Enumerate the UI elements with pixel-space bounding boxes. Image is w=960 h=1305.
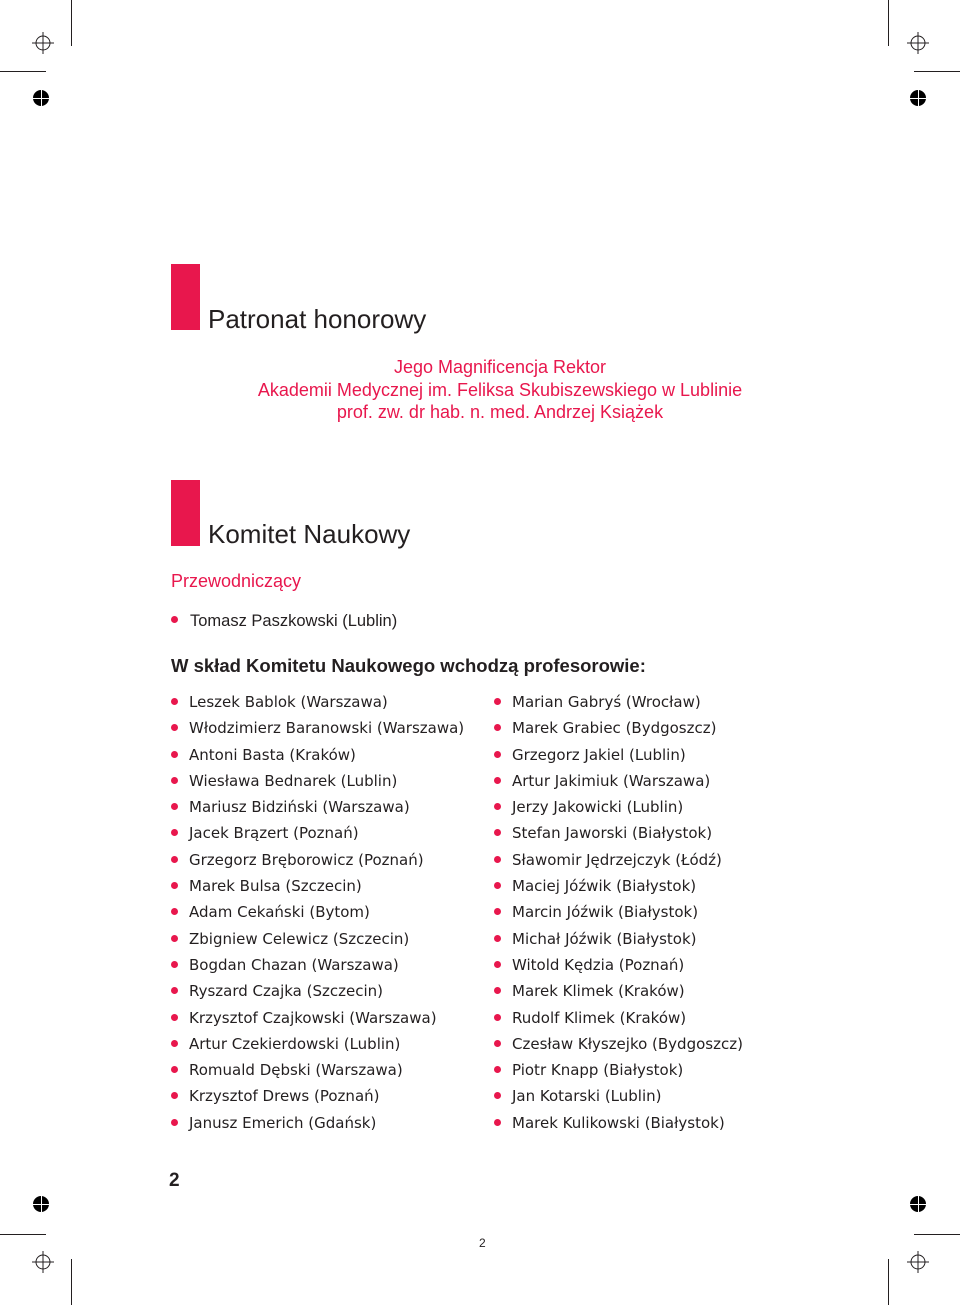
member-name: Marek Klimek (Kraków) — [512, 982, 685, 1001]
member-name: Piotr Knapp (Białystok) — [512, 1061, 684, 1080]
list-item — [171, 982, 464, 1008]
member-name: Maciej Jóźwik (Białystok) — [512, 877, 697, 896]
member-name: Ryszard Czajka (Szczecin) — [189, 982, 384, 1001]
list-item — [171, 1087, 464, 1113]
bullet-icon — [171, 908, 178, 915]
bullet-icon — [494, 908, 501, 915]
list-item — [494, 982, 743, 1008]
section-accent-bar — [171, 264, 200, 330]
member-name: Witold Kędzia (Poznań) — [512, 955, 685, 974]
patron-text — [150, 356, 850, 424]
list-item — [171, 851, 464, 877]
crop-line — [0, 71, 46, 72]
members-title: W skład Komitetu Naukowego wchodzą profesorowie: — [171, 655, 646, 676]
crop-line — [914, 1234, 960, 1235]
patron-line: prof. zw. dr hab. n. med. Andrzej Książek — [336, 402, 664, 422]
member-name: Krzysztof Drews (Poznań) — [189, 1087, 380, 1106]
bullet-icon — [171, 616, 178, 623]
member-name: Czesław Kłyszejko (Bydgoszcz) — [512, 1034, 743, 1053]
list-item — [494, 930, 743, 956]
members-list-left — [171, 693, 464, 1140]
bullet-icon — [494, 751, 501, 758]
member-name: Sławomir Jędrzejczyk (Łódź) — [512, 850, 722, 869]
bullet-icon — [171, 1014, 178, 1021]
member-name: Leszek Bablok (Warszawa) — [189, 693, 388, 711]
list-item — [171, 1009, 464, 1035]
bullet-icon — [171, 987, 178, 994]
member-name: Wiesława Bednarek (Lublin) — [189, 771, 398, 790]
bullet-icon — [494, 987, 501, 994]
bullet-icon — [171, 724, 178, 731]
list-item — [494, 772, 743, 798]
registration-dot-icon — [33, 90, 49, 106]
list-item — [494, 824, 743, 850]
list-item — [171, 719, 464, 745]
bullet-icon — [171, 777, 178, 784]
member-name: Jerzy Jakowicki (Lublin) — [512, 798, 684, 817]
member-name: Marian Gabryś (Wrocław) — [512, 693, 701, 711]
list-item — [171, 903, 464, 929]
member-name: Adam Cekański (Bytom) — [189, 903, 370, 922]
list-item — [494, 851, 743, 877]
list-item — [494, 1035, 743, 1061]
bullet-icon — [494, 777, 501, 784]
member-name: Mariusz Bidziński (Warszawa) — [189, 798, 410, 817]
member-name: Grzegorz Jakiel (Lublin) — [512, 745, 686, 764]
members-list-right — [494, 693, 743, 1140]
member-name: Jan Kotarski (Lublin) — [512, 1087, 662, 1106]
bullet-icon — [494, 961, 501, 968]
list-item — [171, 693, 464, 719]
crop-line — [888, 0, 889, 46]
list-item — [171, 1035, 464, 1061]
member-name: Artur Czekierdowski (Lublin) — [189, 1034, 401, 1053]
committee-heading: Komitet Naukowy — [208, 519, 411, 549]
crop-line — [71, 0, 72, 46]
member-name: Janusz Emerich (Gdańsk) — [189, 1113, 377, 1132]
member-name: Jacek Brązert (Poznań) — [189, 824, 359, 843]
member-name: Artur Jakimiuk (Warszawa) — [512, 771, 711, 790]
bullet-icon — [494, 882, 501, 889]
list-item — [494, 1114, 743, 1140]
bullet-icon — [494, 1040, 501, 1047]
registration-dot-icon — [910, 1196, 926, 1212]
bullet-icon — [494, 724, 501, 731]
patron-line: Jego Magnificencja Rektor — [393, 357, 607, 377]
bullet-icon — [171, 1092, 178, 1099]
member-name: Michał Jóźwik (Białystok) — [512, 929, 697, 948]
bullet-icon — [171, 1066, 178, 1073]
registration-mark-icon — [32, 1251, 54, 1273]
bullet-icon — [171, 856, 178, 863]
member-name: Rudolf Klimek (Kraków) — [512, 1008, 687, 1027]
list-item — [494, 956, 743, 982]
member-name: Włodzimierz Baranowski (Warszawa) — [189, 719, 465, 738]
bullet-icon — [494, 829, 501, 836]
member-name: Marcin Jóźwik (Białystok) — [512, 903, 699, 922]
bullet-icon — [171, 698, 178, 705]
member-name: Marek Bulsa (Szczecin) — [189, 877, 362, 896]
list-item — [171, 798, 464, 824]
slug-page-number: 2 — [479, 1236, 486, 1250]
section-accent-bar — [171, 480, 200, 546]
chair-name: Tomasz Paszkowski (Lublin) — [190, 612, 398, 630]
list-item — [171, 1114, 464, 1140]
bullet-icon — [494, 1119, 501, 1126]
bullet-icon — [171, 935, 178, 942]
bullet-icon — [494, 698, 501, 705]
bullet-icon — [171, 961, 178, 968]
list-item — [494, 798, 743, 824]
bullet-icon — [494, 935, 501, 942]
bullet-icon — [494, 1014, 501, 1021]
bullet-icon — [171, 1119, 178, 1126]
list-item — [494, 1009, 743, 1035]
member-name: Marek Grabiec (Bydgoszcz) — [512, 719, 717, 738]
list-item — [171, 877, 464, 903]
list-item — [171, 824, 464, 850]
member-name: Grzegorz Bręborowicz (Poznań) — [189, 850, 424, 869]
member-name: Romuald Dębski (Warszawa) — [189, 1061, 403, 1080]
patron-line: Akademii Medycznej im. Feliksa Skubiszewskiego w Lublinie — [257, 379, 743, 400]
chair-label: Przewodniczący — [171, 571, 302, 591]
registration-mark-icon — [907, 1251, 929, 1273]
crop-line — [914, 71, 960, 72]
member-name: Antoni Basta (Kraków) — [189, 745, 356, 764]
list-item — [494, 877, 743, 903]
member-name: Krzysztof Czajkowski (Warszawa) — [189, 1008, 437, 1027]
crop-line — [888, 1259, 889, 1305]
bullet-icon — [494, 856, 501, 863]
registration-dot-icon — [33, 1196, 49, 1212]
list-item — [494, 1061, 743, 1087]
bullet-icon — [171, 1040, 178, 1047]
list-item — [171, 746, 464, 772]
bullet-icon — [494, 1066, 501, 1073]
bullet-icon — [171, 751, 178, 758]
member-name: Zbigniew Celewicz (Szczecin) — [189, 929, 410, 948]
bullet-icon — [171, 803, 178, 810]
list-item — [494, 693, 743, 719]
crop-line — [71, 1259, 72, 1305]
member-name: Bogdan Chazan (Warszawa) — [189, 955, 399, 974]
list-item — [171, 930, 464, 956]
page-number: 2 — [169, 1170, 180, 1191]
list-item — [494, 1087, 743, 1113]
list-item — [494, 719, 743, 745]
registration-dot-icon — [910, 90, 926, 106]
bullet-icon — [171, 829, 178, 836]
list-item — [494, 746, 743, 772]
bullet-icon — [171, 882, 178, 889]
registration-mark-icon — [32, 32, 54, 54]
registration-mark-icon — [907, 32, 929, 54]
bullet-icon — [494, 1092, 501, 1099]
crop-line — [0, 1234, 46, 1235]
bullet-icon — [494, 803, 501, 810]
patron-heading: Patronat honorowy — [208, 304, 427, 334]
member-name: Stefan Jaworski (Białystok) — [512, 824, 713, 843]
list-item — [171, 772, 464, 798]
chair-item — [171, 612, 397, 631]
list-item — [171, 1061, 464, 1087]
list-item — [494, 903, 743, 929]
member-name: Marek Kulikowski (Białystok) — [512, 1113, 725, 1132]
list-item — [171, 956, 464, 982]
